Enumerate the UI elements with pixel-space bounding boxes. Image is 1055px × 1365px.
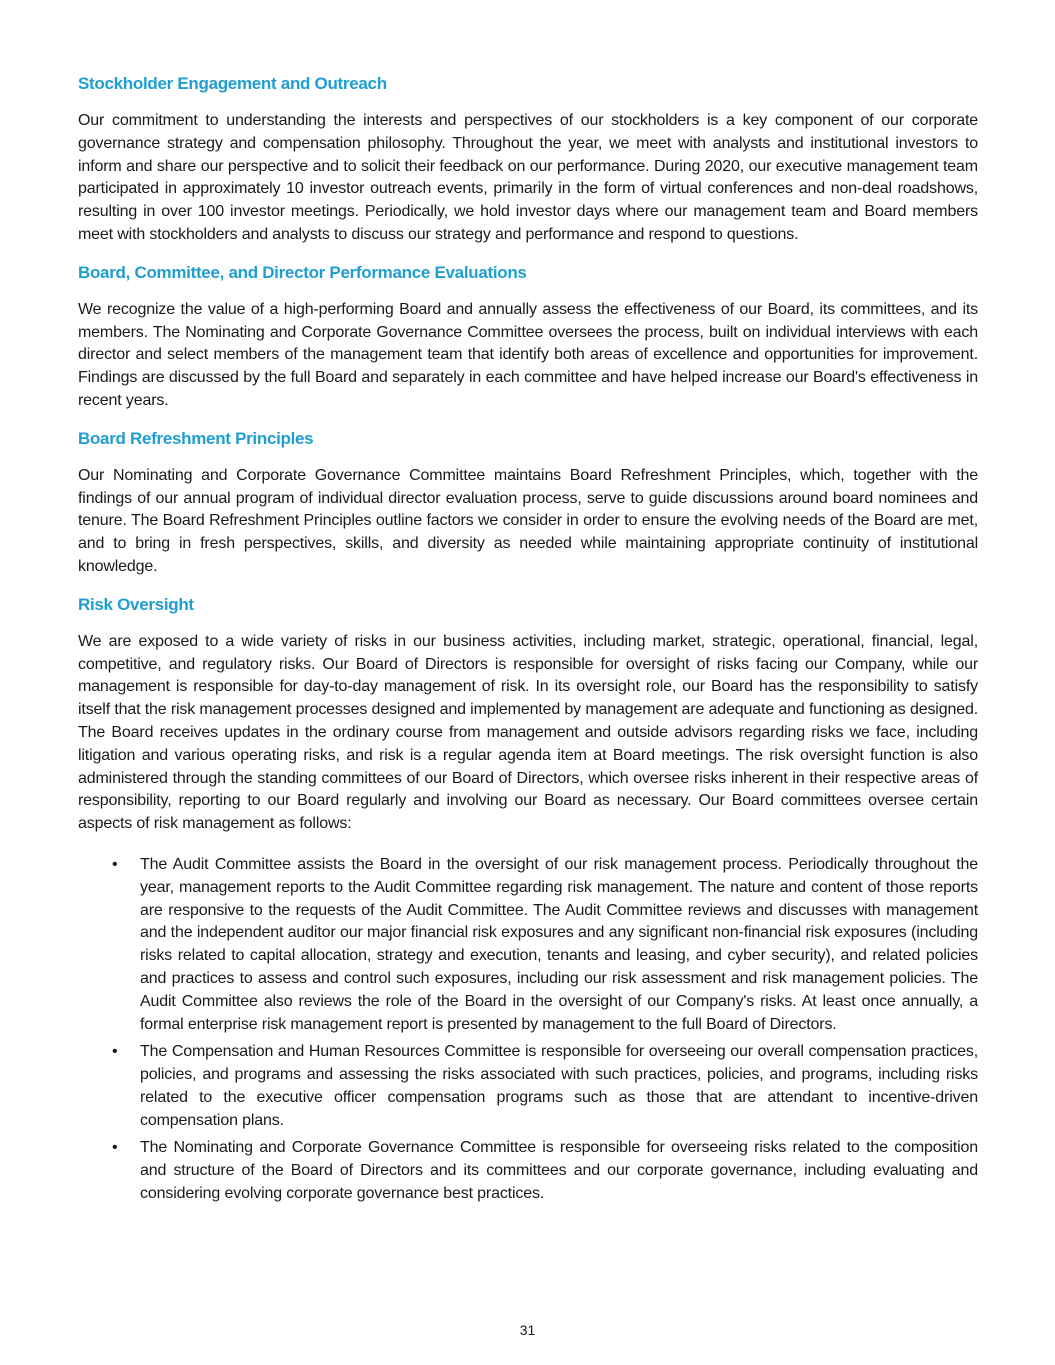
list-item-text: The Audit Committee assists the Board in the oversight of our risk management process. Periodically throughout the year, management reports to the Audit Committee regarding risk management. The nature and content of those reports are responsive to the requests of the Audit Committee. The Audit Committee reviews and discusses with management and the independent auditor our major financial risk exposures and any significant non-financial risk exposures (including risks related to capital allocation, strategy and execution, tenants and leasing, and cyber security), and related policies and practices to assess and control such exposures, including our risk assessment and risk management policies. The Audit Committee also reviews the role of the Board in the oversight of our Company's risks. At least once annually, a formal enterprise risk management report is presented by management to the full Board of Directors. — [140, 855, 978, 1033]
section-heading: Board Refreshment Principles — [78, 428, 314, 448]
section-paragraph: We recognize the value of a high-performing Board and annually assess the effectiveness of our Board, its committees, and its members. The Nominating and Corporate Governance Committee oversees the process, built on individual interviews with each director and select members of the management team that identify both areas of excellence and opportunities for improvement. Findings are discussed by the full Board and separately in each committee and have helped increase our Board's effectiveness in recent years. — [78, 300, 978, 409]
list-item-text: The Compensation and Human Resources Committee is responsible for overseeing our overall compensation practices, policies, and programs and assessing the risks associated with such practices, policies, and programs, including risks related to the executive officer compensation programs such as those that are attendant to incentive-driven compensation plans. — [140, 1043, 978, 1129]
committee-risk-list — [78, 854, 978, 1206]
section-paragraph: We are exposed to a wide variety of risks in our business activities, including market, strategic, operational, financial, legal, competitive, and regulatory risks. Our Board of Directors is responsible for oversight of risks facing our Company, while our management is responsible for day-to-day management of risk. In its oversight role, our Board has the responsibility to satisfy itself that the risk management processes designed and implemented by management are adequate and functioning as designed. The Board receives updates in the ordinary course from management and outside advisors regarding risks we face, including litigation and various operating risks, and risk is a regular agenda item at Board meetings. The risk oversight function is also administered through the standing committees of our Board of Directors, which oversee risks inherent in their respective areas of responsibility, reporting to our Board regularly and involving our Board as necessary. Our Board committees oversee certain aspects of risk management as follows: — [78, 632, 978, 833]
bullet-icon: • — [112, 855, 118, 873]
bullet-icon: • — [112, 1043, 118, 1061]
page-number: 31 — [519, 1322, 536, 1338]
document-page — [78, 72, 978, 1211]
list-item — [78, 854, 978, 1036]
list-item-text: The Nominating and Corporate Governance Committee is responsible for overseeing risks related to the composition and structure of the Board of Directors and its committees and our corporate governance, including evaluating and considering evolving corporate governance best practices. — [140, 1139, 978, 1203]
list-item — [78, 1137, 978, 1205]
section-risk-oversight — [78, 593, 978, 1206]
section-heading: Stockholder Engagement and Outreach — [78, 74, 387, 93]
bullet-icon: • — [112, 1139, 118, 1157]
section-stockholder-engagement — [78, 72, 978, 247]
section-heading: Risk Oversight — [78, 594, 194, 614]
section-heading: Board, Committee, and Director Performance Evaluations — [78, 262, 527, 282]
section-paragraph: Our Nominating and Corporate Governance Committee maintains Board Refreshment Principles, which, together with the findings of our annual program of individual director evaluation process, serve to guide discussions around board nominees and tenure. The Board Refreshment Principles outline factors we consider in order to ensure the evolving needs of the Board are met, and to bring in fresh perspectives, skills, and diversity as needed while maintaining appropriate continuity of institutional knowledge. — [78, 466, 978, 575]
section-performance-evaluations — [78, 261, 978, 413]
section-board-refreshment — [78, 427, 978, 579]
list-item — [78, 1041, 978, 1132]
section-paragraph: Our commitment to understanding the interests and perspectives of our stockholders is a key component of our corporate governance strategy and compensation philosophy. Throughout the year, we meet with analysts and institutional investors to inform and share our perspective and to solicit their feedback on our performance. During 2020, our executive management team participated in approximately 10 investor outreach events, primarily in the form of virtual conferences and non-deal roadshows, resulting in over 100 investor meetings. Periodically, we hold investor days where our management team and Board members meet with stockholders and analysts to discuss our strategy and performance and respond to questions. — [78, 112, 978, 243]
